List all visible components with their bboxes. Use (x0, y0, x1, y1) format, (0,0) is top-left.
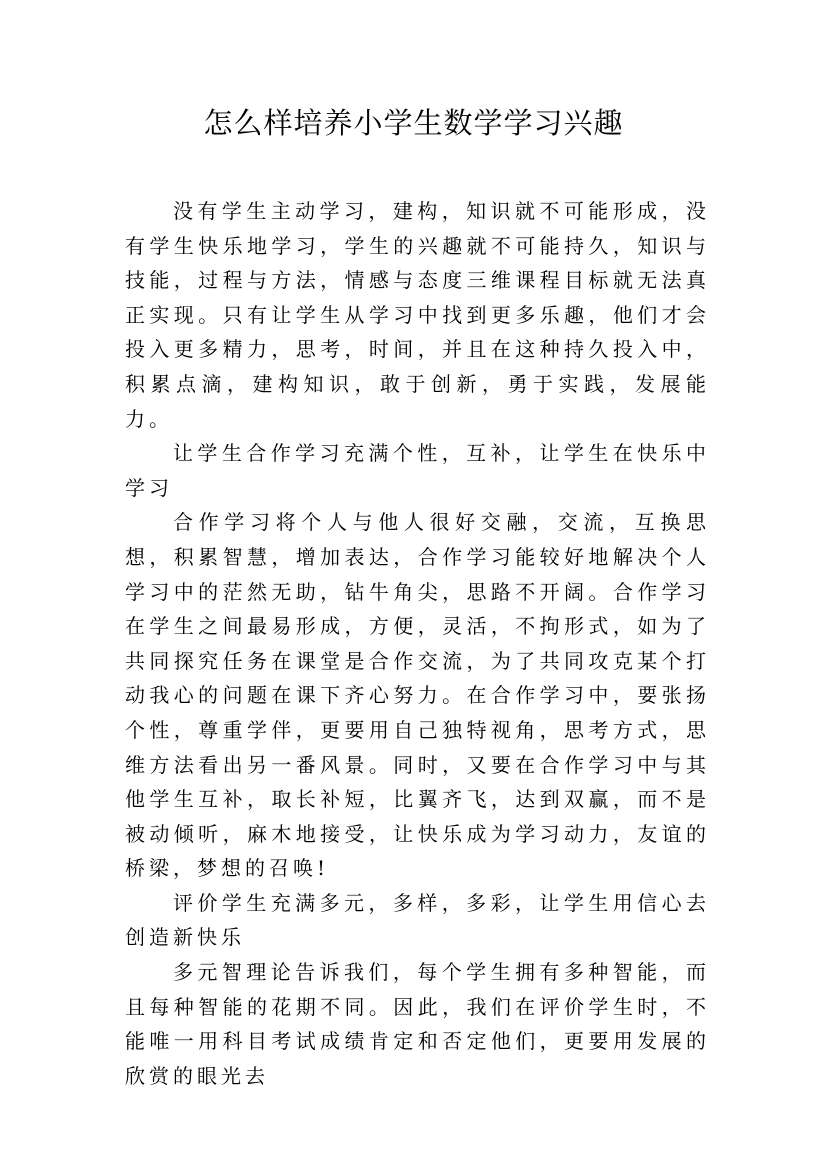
paragraph-2: 合作学习将个人与他人很好交融，交流，互换思想，积累智慧，增加表达，合作学习能较好地解决个人学习中的茫然无助，钻牛角尖，思路不开阔。合作学习在学生之间最易形成，方便，灵活，不拘形式，如为了共同探究任务在课堂是合作交流，为了共同攻克某个打动我心的问题在课下齐心努力。在合作学习中，要张扬个性，尊重学伴，更要用自己独特视角，思考方式，思维方法看出另一番风景。同时，又要在合作学习中与其他学生互补，取长补短，比翼齐飞，达到双赢，而不是被动倾听，麻木地接受，让快乐成为学习动力，友谊的桥梁，梦想的召唤! (125, 510, 710, 881)
paragraph-1: 没有学生主动学习，建构，知识就不可能形成，没有学生快乐地学习，学生的兴趣就不可能持久，知识与技能，过程与方法，情感与态度三维课程目标就无法真正实现。只有让学生从学习中找到更多乐趣，他们才会投入更多精力，思考，时间，并且在这种持久投入中，积累点滴，建构知识，敢于创新，勇于实践，发展能力。 (125, 199, 710, 431)
paragraph-3: 多元智理论告诉我们，每个学生拥有多种智能，而且每种智能的花期不同。因此，我们在评价学生时，不能唯一用科目考试成绩肯定和否定他们，更要用发展的欣赏的眼光去 (125, 960, 710, 1088)
section-heading-cooperative-learning: 让学生合作学习充满个性，互补，让学生在快乐中学习 (125, 441, 710, 500)
document-title: 怎么样培养小学生数学学习兴趣 (203, 106, 624, 140)
document-body (125, 194, 710, 1093)
section-heading-evaluation: 评价学生充满多元，多样，多彩，让学生用信心去创造新快乐 (125, 890, 710, 950)
